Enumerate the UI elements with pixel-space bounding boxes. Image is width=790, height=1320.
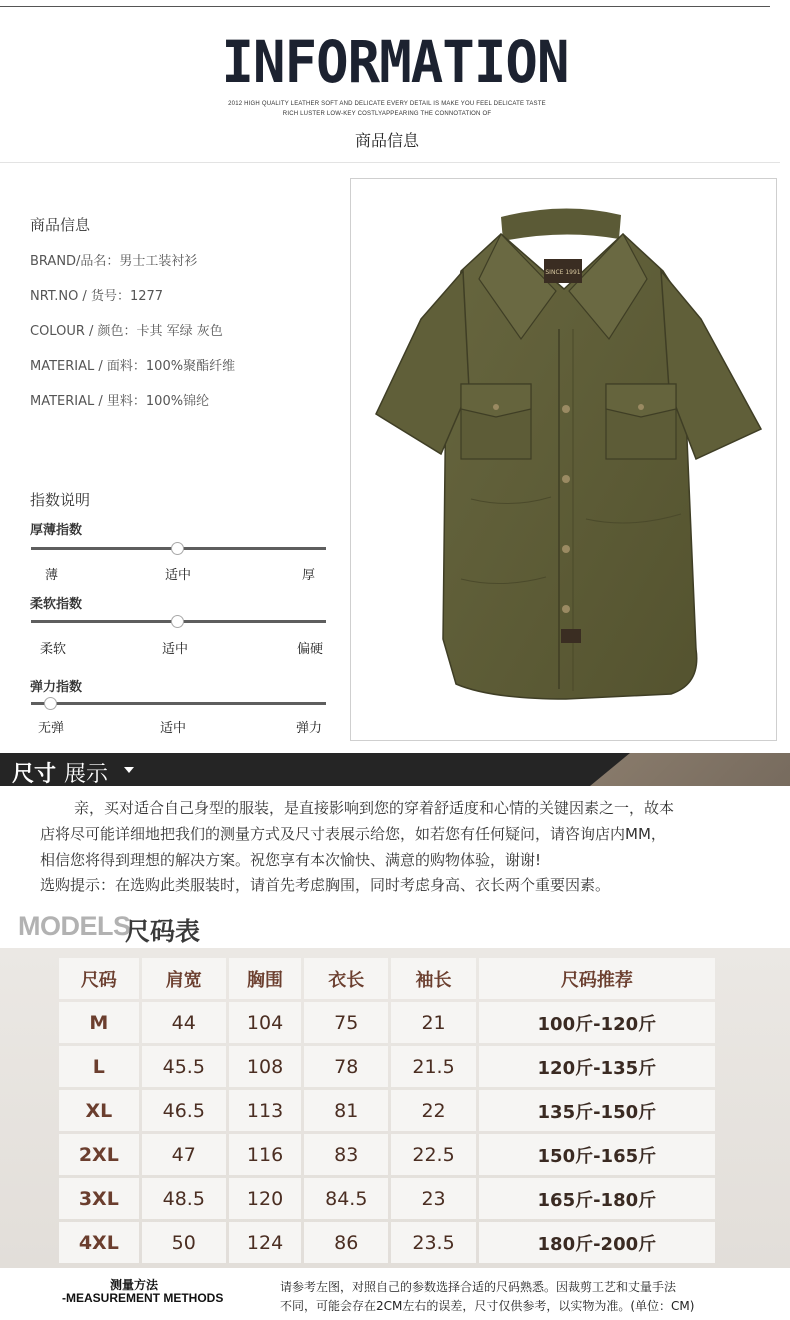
softness-option-medium: 适中 [162,642,189,657]
length-cell: 83 [304,1134,388,1175]
elasticity-option-medium: 适中 [160,721,187,736]
recommend-cell: 100斤-120斤 [479,1002,715,1043]
length-cell: 84.5 [304,1178,388,1219]
chest-cell: 124 [229,1222,301,1263]
length-cell: 78 [304,1046,388,1087]
header-chest: 胸围 [229,958,301,999]
shirt-image [351,179,778,742]
measurement-note-1: 请参考左图，对照自己的参数选择合适的尺码熟悉。因裁剪工艺和丈量手法 [280,1280,677,1294]
size-cell: XL [59,1090,139,1131]
banner-title-light: 展示 [64,762,109,787]
recommend-cell: 180斤-200斤 [479,1222,715,1263]
intro-line-4: 选购提示：在选购此类服装时，请首先考虑胸围，同时考虑身高、衣长两个重要因素。 [40,876,611,894]
header-sleeve: 袖长 [391,958,475,999]
size-cell: 3XL [59,1178,139,1219]
chest-cell: 113 [229,1090,301,1131]
index-heading: 指数说明 [30,491,91,509]
top-divider [0,6,770,7]
size-cell: 2XL [59,1134,139,1175]
thickness-option-thick: 厚 [302,568,316,583]
elasticity-option-none: 无弹 [38,721,65,736]
table-row [59,1134,715,1175]
shoulder-cell: 47 [142,1134,226,1175]
measurement-note-2: 不同，可能会存在2CM左右的误差，尺寸仅供参考，以实物为准。(单位：CM) [280,1299,695,1313]
elasticity-index-label: 弹力指数 [30,680,83,695]
tagline-line-2: RICH LUSTER LOW-KEY COSTLYAPPEARING THE CONNOTATION OF [282,111,492,117]
shoulder-cell: 50 [142,1222,226,1263]
elasticity-option-stretch: 弹力 [296,721,323,736]
shoulder-cell: 44 [142,1002,226,1043]
intro-line-2: 店将尽可能详细地把我们的测量方式及尺寸表展示给您，如若您有任何疑问，请咨询店内MM， [40,825,666,843]
softness-index-marker [171,615,184,628]
table-row [59,1222,715,1263]
length-cell: 75 [304,1002,388,1043]
length-cell: 81 [304,1090,388,1131]
table-row [59,1178,715,1219]
sleeve-cell: 21.5 [391,1046,475,1087]
neck-label-text: SINCE 1991 [545,269,581,276]
intro-line-1: 亲，买对适合自己身型的服装，是直接影响到您的穿着舒适度和心情的关键因素之一，故本 [74,799,675,817]
softness-index-label: 柔软指数 [30,597,83,612]
table-row [59,1046,715,1087]
product-info-lining: MATERIAL / 里料：100%锦纶 [30,394,210,409]
sleeve-cell: 23 [391,1178,475,1219]
product-info-material: MATERIAL / 面料：100%聚酯纤维 [30,359,236,374]
page-title: INFORMATION [221,28,569,96]
header-length: 衣长 [304,958,388,999]
length-cell: 86 [304,1222,388,1263]
shoulder-cell: 45.5 [142,1046,226,1087]
chest-cell: 108 [229,1046,301,1087]
header-shoulder: 肩宽 [142,958,226,999]
table-row [59,1090,715,1131]
elasticity-index-track [31,702,326,705]
shoulder-cell: 48.5 [142,1178,226,1219]
thickness-option-thin: 薄 [45,568,59,583]
recommend-cell: 135斤-150斤 [479,1090,715,1131]
table-row [59,1002,715,1043]
product-info-heading: 商品信息 [30,216,91,234]
size-table-header [59,958,715,999]
size-chart-title: 尺码表 [125,917,201,946]
size-table [56,955,718,1266]
product-info-colour: COLOUR / 颜色：卡其 军绿 灰色 [30,324,223,339]
banner-title-bold: 尺寸 [12,762,57,787]
models-label: MODELS [18,911,131,941]
intro-line-3: 相信您将得到理想的解决方案。祝您享有本次愉快、满意的购物体验，谢谢! [40,851,542,869]
size-cell: M [59,1002,139,1043]
size-cell: L [59,1046,139,1087]
product-info-item-no: NRT.NO / 货号：1277 [30,289,164,304]
product-photo [350,178,777,741]
header-divider [0,162,780,163]
page-subtitle: 商品信息 [354,131,419,150]
sleeve-cell: 23.5 [391,1222,475,1263]
product-info-brand: BRAND/品名：男士工装衬衫 [30,254,198,269]
recommend-cell: 120斤-135斤 [479,1046,715,1087]
size-cell: 4XL [59,1222,139,1263]
thickness-option-medium: 适中 [165,568,192,583]
measurement-title: 测量方法 [110,1278,159,1292]
header-size: 尺码 [59,958,139,999]
sleeve-cell: 22.5 [391,1134,475,1175]
caret-down-icon [124,767,134,773]
softness-option-firm: 偏硬 [297,642,324,657]
recommend-cell: 150斤-165斤 [479,1134,715,1175]
chest-cell: 120 [229,1178,301,1219]
header-recommend: 尺码推荐 [479,958,715,999]
recommend-cell: 165斤-180斤 [479,1178,715,1219]
tagline-line-1: 2012 HIGH QUALITY LEATHER SOFT AND DELICATE EVERY DETAIL IS MAKE YOU FEEL DELICATE TASTE [228,101,546,107]
sleeve-cell: 21 [391,1002,475,1043]
chest-cell: 104 [229,1002,301,1043]
softness-option-soft: 柔软 [40,642,67,657]
thickness-index-marker [171,542,184,555]
measurement-title-en: -MEASUREMENT METHODS [62,1291,224,1305]
thickness-index-label: 厚薄指数 [30,523,83,538]
chest-cell: 116 [229,1134,301,1175]
sleeve-cell: 22 [391,1090,475,1131]
shoulder-cell: 46.5 [142,1090,226,1131]
elasticity-index-marker [44,697,57,710]
